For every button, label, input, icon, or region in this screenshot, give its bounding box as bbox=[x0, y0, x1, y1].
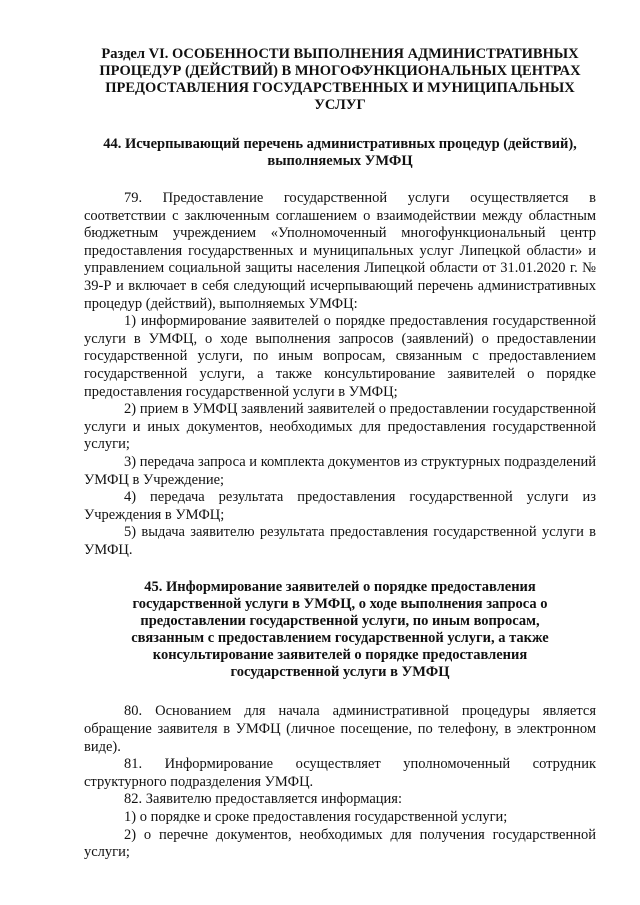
section-title: Раздел VI. ОСОБЕННОСТИ ВЫПОЛНЕНИЯ АДМИНИСТРАТИВНЫХ ПРОЦЕДУР (ДЕЙСТВИЙ) В МНОГОФУНКЦИОНАЛЬНЫХ ЦЕНТРАХ ПРЕДОСТАВЛЕНИЯ ГОСУДАРСТВЕННЫХ И МУНИЦИПАЛЬНЫХ УСЛУГ bbox=[99, 46, 581, 113]
list-item-79-1: 1) информирование заявителей о порядке предоставления государственной услуги в УМФЦ, о ходе выполнения запросов (заявлений) о предоставлении государственной услуги, по иным вопросам, связанным с предоставлением государственной услуги, а также консультирование заявителей о порядке предоставления государственной услуги в УМФЦ; bbox=[84, 313, 596, 400]
paragraph-81: 81. Информирование осуществляет уполномоченный сотрудник структурного подразделения УМФЦ. bbox=[84, 756, 596, 790]
list-item-82-2: 2) о перечне документов, необходимых для получения государственной услуги; bbox=[84, 826, 596, 861]
subsection-45-title: 45. Информирование заявителей о порядке предоставления государственной услуги в УМФЦ, о ходе выполнения запроса о предоставлении государственной услуги, по иным вопросам, связанным с предоставлением государственной услуги, а также консультирование заявителей о порядке предоставления государственной услуги в УМФЦ bbox=[131, 579, 549, 681]
list-item-79-2: 2) прием в УМФЦ заявлений заявителей о предоставлении государственной услуги и иных документов, необходимых для предоставления государственной услуги; bbox=[84, 401, 596, 453]
list-item-82-1: 1) о порядке и сроке предоставления государственной услуги; bbox=[124, 809, 508, 826]
paragraph-80: 80. Основанием для начала административной процедуры является обращение заявителя в УМФЦ (личное посещение, по телефону, в электронном виде). bbox=[84, 703, 596, 755]
document-page bbox=[84, 46, 596, 862]
list-item-79-3: 3) передача запроса и комплекта документов из структурных подразделений УМФЦ в Учреждение; bbox=[84, 453, 596, 488]
subsection-44-title: 44. Исчерпывающий перечень административных процедур (действий), выполняемых УМФЦ bbox=[103, 136, 577, 169]
paragraph-82: 82. Заявителю предоставляется информация: bbox=[124, 791, 402, 808]
paragraph-79: 79. Предоставление государственной услуги осуществляется в соответствии с заключенным соглашением о взаимодействии между областным бюджетным учреждением «Уполномоченный многофункциональный центр предоставления государственных и муниципальных услуг Липецкой области» и управлением социальной защиты населения Липецкой области от 31.01.2020 г. № 39-Р и включает в себя следующий исчерпывающий перечень административных процедур (действий), выполняемых УМФЦ: bbox=[84, 190, 596, 312]
list-item-79-4: 4) передача результата предоставления государственной услуги из Учреждения в УМФЦ; bbox=[84, 489, 596, 523]
list-item-79-5: 5) выдача заявителю результата предоставления государственной услуги в УМФЦ. bbox=[84, 524, 596, 558]
